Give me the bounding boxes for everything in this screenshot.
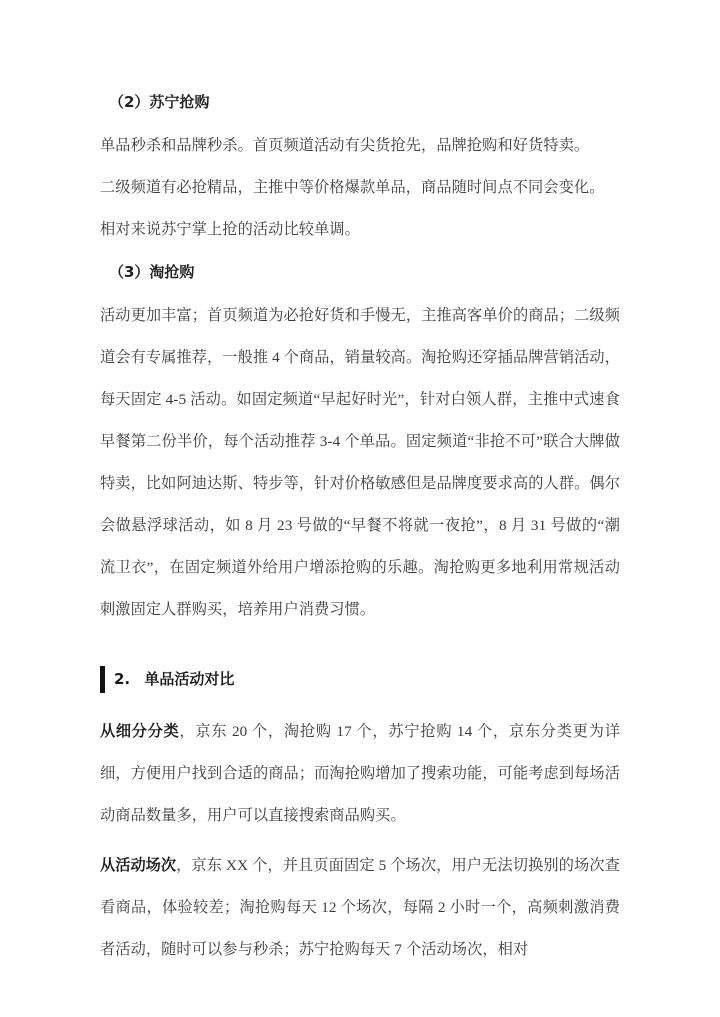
section-number: 2. <box>114 670 131 688</box>
spacer-after-section-2 <box>100 693 620 710</box>
spacer-before-section-2 <box>100 631 620 665</box>
compare-categories-label: 从细分分类 <box>100 722 180 740</box>
spacer-before-taoqianggou-heading <box>100 251 620 262</box>
compare-sessions-text: ，京东 XX 个，并且页面固定 5 个场次，用户无法切换别的场次查看商品，体验较差；淘抢购每天 12 个场次，每隔 2 小时一个，高频刺激消费者活动，随时可以参与秒杀；苏宁抢购每天 7 个活动场次，相对 <box>100 857 620 958</box>
spacer-after-suning-heading <box>100 112 620 125</box>
paragraph-suning-line-1: 单品秒杀和品牌秒杀。首页频道活动有尖货抢先，品牌抢购和好货特卖。 <box>100 137 590 154</box>
top-spacer <box>100 0 620 92</box>
paragraph-taoqianggou-body: 活动更加丰富；首页频道为必抢好货和手慢无，主推高客单价的商品；二级频道会有专属推荐，一般推 4 个商品，销量较高。淘抢购还穿插品牌营销活动，每天固定 4-5 活动。如固定频道“早起好时光”，针对白领人群，主推中式速食早餐第二份半价，每个活动推荐 3-4 个单品。固定频道“非抢不可”联合大牌做特卖，比如阿迪达斯、特步等，针对价格敏感但是品牌度要求高的人群。偶尔会做悬浮球活动，如 8 月 23 号做的“早餐不将就一夜抢”，8 月 31 号做的“潮流卫衣”，在固定频道外给用户增添抢购的乐趣。淘抢购更多地利用常规活动刺激固定人群购买，培养用户消费习惯。 <box>100 307 620 618</box>
spacer-between-compare-blocks <box>100 837 620 844</box>
compare-categories-text: ，京东 20 个，淘抢购 17 个，苏宁抢购 14 个，京东分类更为详细，方便用户找到合适的商品；而淘抢购增加了搜索功能，可能考虑到每场活动商品数量多，用户可以直接搜索商品购买。 <box>100 723 621 824</box>
page-content <box>100 0 620 971</box>
paragraph-compare-sessions <box>100 844 620 971</box>
subsection-heading-suning: （2）苏宁抢购 <box>109 93 210 111</box>
compare-sessions-label: 从活动场次 <box>100 856 177 874</box>
section-rule-bar <box>100 666 105 693</box>
spacer-after-taoqianggou-heading <box>100 282 620 295</box>
paragraph-suning-line-2: 二级频道有必抢精品，主推中等价格爆款单品，商品随时间点不同会变化。 <box>100 179 605 196</box>
paragraph-suning-line-3: 相对来说苏宁掌上抢的活动比较单调。 <box>100 221 360 238</box>
section-title: 单品活动对比 <box>144 670 235 688</box>
paragraph-compare-categories <box>100 710 620 837</box>
subsection-heading-taoqianggou: （3）淘抢购 <box>109 263 195 281</box>
section-heading-2 <box>100 665 620 693</box>
